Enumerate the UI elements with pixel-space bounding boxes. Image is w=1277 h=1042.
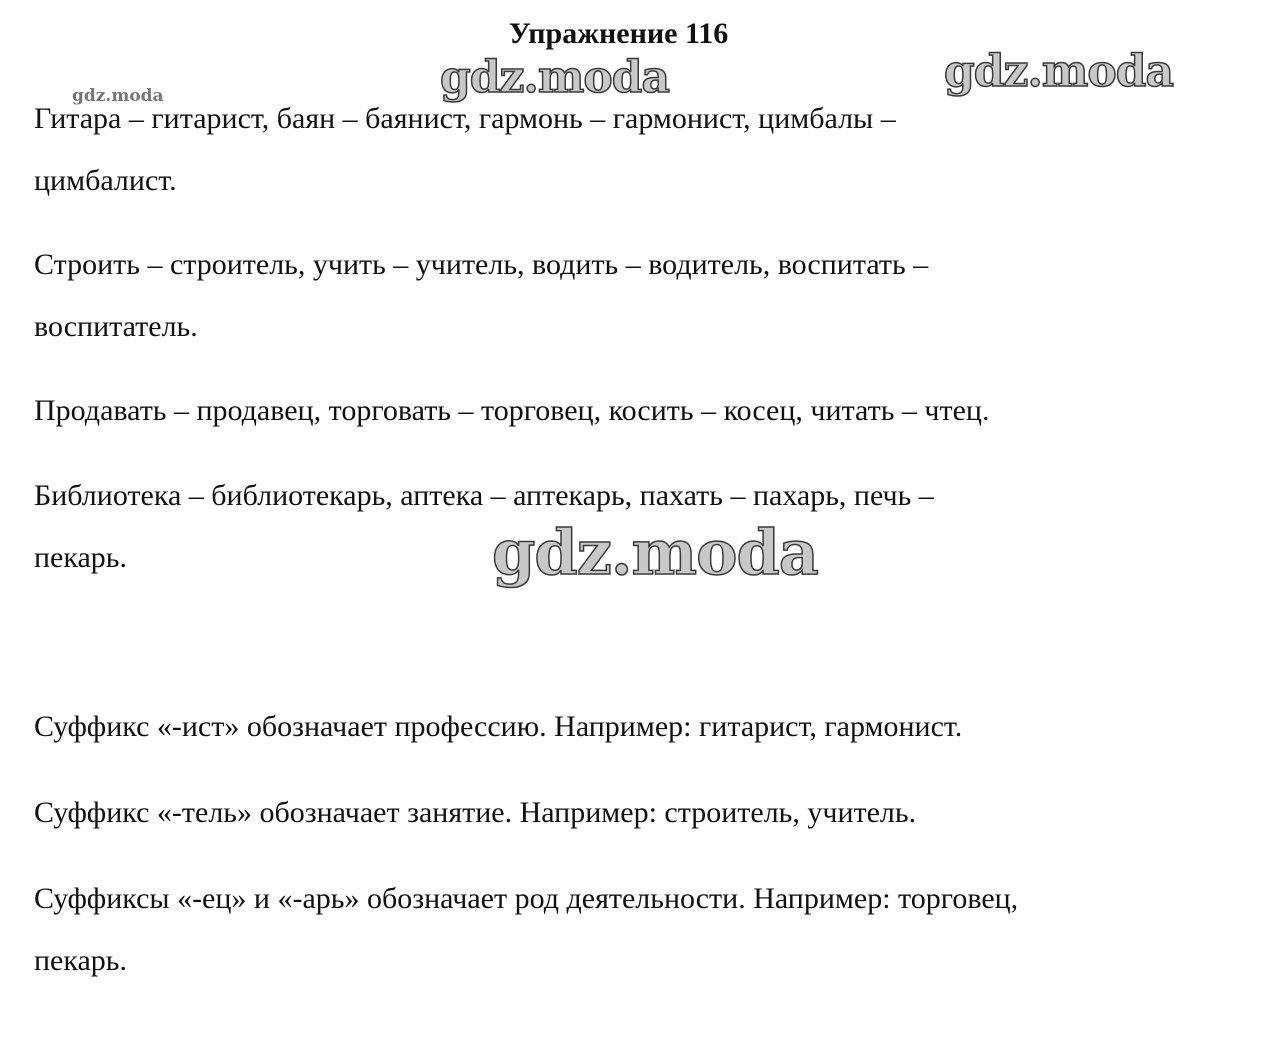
paragraph-line: Суффиксы «-ец» и «-арь» обозначает род деятельности. Например: торговец, — [34, 882, 1019, 915]
paragraph-prodavat — [34, 380, 1234, 442]
paragraph-suffix-ets-ar — [34, 868, 1234, 992]
paragraph-line: воспитатель. — [34, 310, 198, 343]
paragraph-line: Суффикс «-ист» обозначает профессию. Например: гитарист, гармонист. — [34, 710, 963, 743]
paragraph-gitara — [34, 88, 1234, 212]
paragraph-biblioteka — [34, 465, 1234, 589]
watermark-middle: gdz.moda — [492, 516, 818, 589]
paragraph-line: Гитара – гитарист, баян – баянист, гармонь – гармонист, цимбалы – — [34, 102, 896, 135]
paragraph-line: пекарь. — [34, 944, 127, 977]
paragraph-line: цимбалист. — [34, 164, 177, 197]
watermark-top-left-small: gdz.moda — [72, 86, 164, 106]
exercise-title: Упражнение 116 — [508, 17, 729, 50]
paragraph-line: Продавать – продавец, торговать – торговец, косить – косец, читать – чтец. — [34, 394, 990, 427]
paragraph-suffix-ist — [34, 696, 1234, 758]
paragraph-line: Суффикс «-тель» обозначает занятие. Например: строитель, учитель. — [34, 796, 917, 829]
paragraph-stroit — [34, 234, 1234, 358]
paragraph-line: пекарь. — [34, 541, 127, 574]
watermark-top-right: gdz.moda — [944, 46, 1174, 97]
paragraph-suffix-tel — [34, 782, 1234, 844]
watermark-top-center: gdz.moda — [440, 52, 670, 103]
paragraph-line: Строить – строитель, учить – учитель, водить – водитель, воспитать – — [34, 248, 929, 281]
paragraph-line: Библиотека – библиотекарь, аптека – аптекарь, пахать – пахарь, печь – — [34, 479, 934, 512]
